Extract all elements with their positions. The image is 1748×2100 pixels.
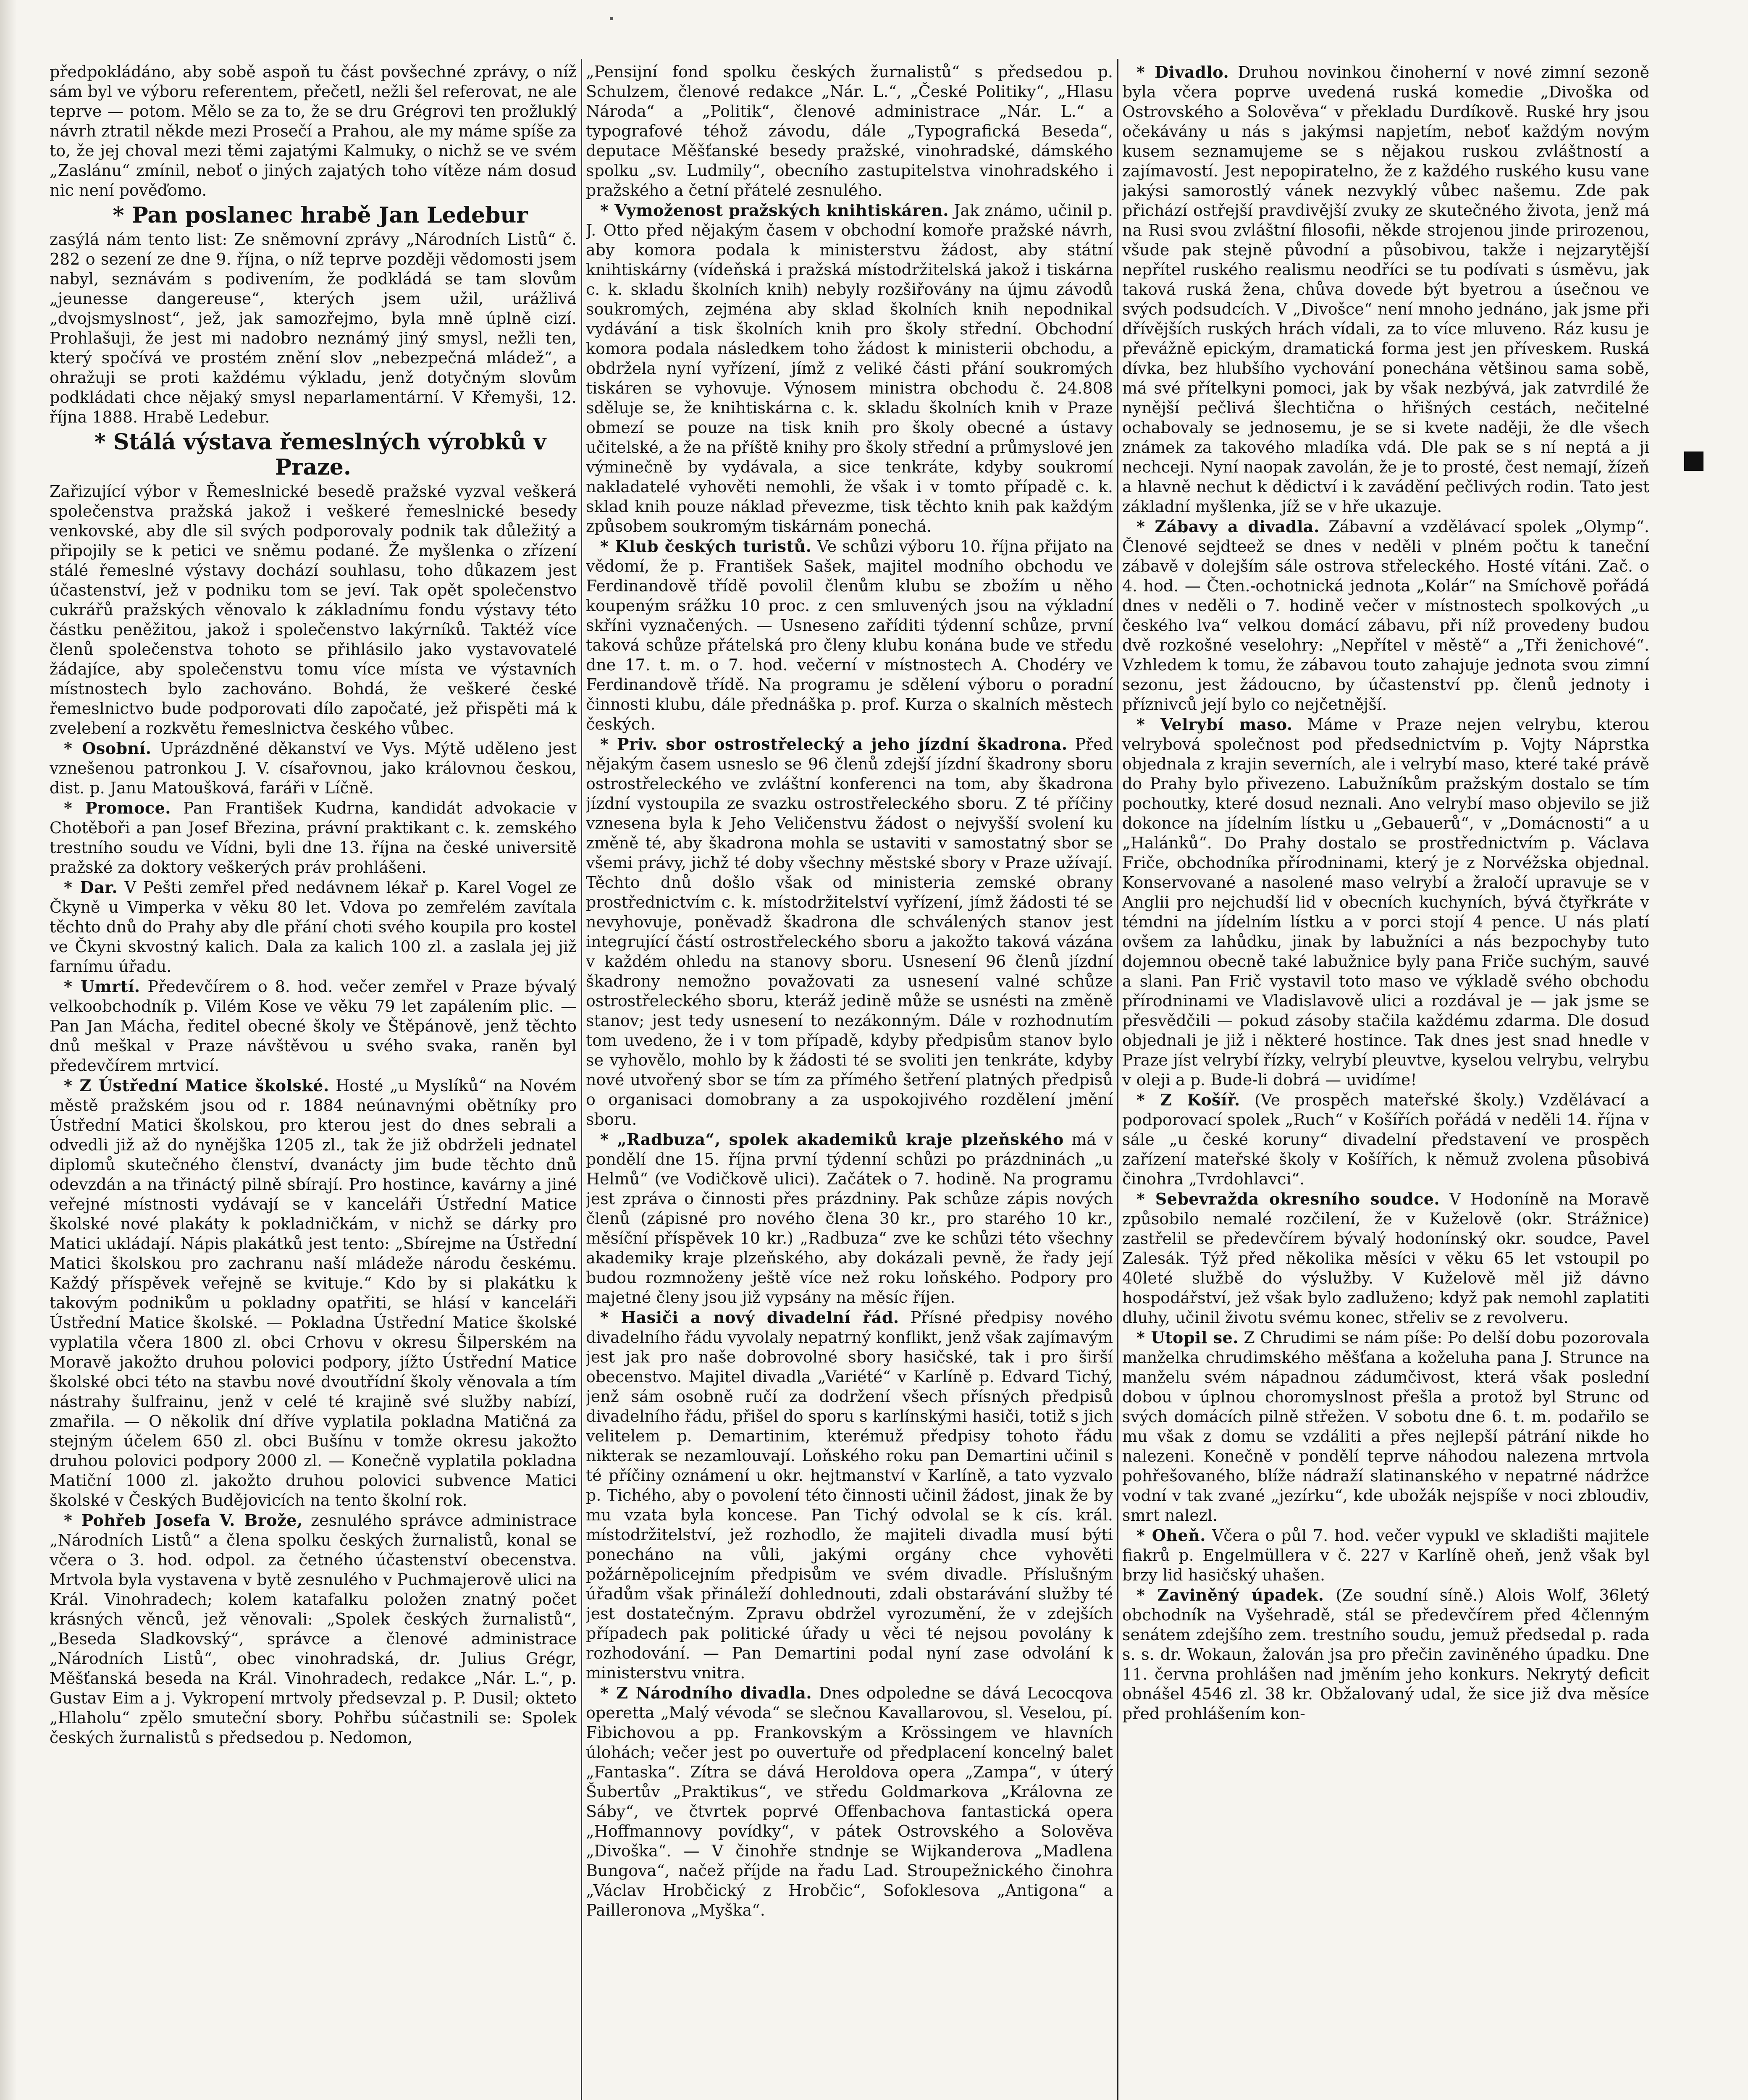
article-text: „Pensijní fond spolku českých žurnalistů“ s předsedou p. Schulzem, členové redakce „Nár. L.“, „České Politiky“, „Hlasu Národa“ a „Politik“, členové administrace „Nár. L.“ a typografové téhož závodu, dále „Typografická Beseda“, deputace Měšťanské besedy pražské, vinohradské, dámského spolku „sv. Ludmily“, obecního zastupitelstva vinohradského i pražského a četní přátelé zesnulého.: [586, 63, 1113, 200]
article-text: Máme v Praze nejen velrybu, kterou velrybová společnost pod předsednictvím p. Vojty Náprstka objednala z krajin severních, ale i velrybí maso, které také právě do Prahy bylo přivezeno. Labužníkům pražským dostalo se tím pochoutky, které dosud neznali. Ano velrybí maso objevilo se již dokonce na jídelním lístku u „Gebauerů“, v „Domácnosti“ a u „Halánků“. Do Prahy dostalo se prostřednictvím p. Václava Friče, obchodníka přírodninami, který je z Norvéžska objednal. Konservované a nasolené maso velrybí a žraločí upravuje se v Anglii pro nejchudší lid v obecních kuchyních, bývá čtyřkráte v témdni na jídelním lístku a v porci stojí 4 pence. U nás platí ovšem za lahůdku, jinak by labužníci a nás bezpochyby tuto dojemnou obecně také labužnice byly pana Friče suchým, sauvé a slani. Pan Frič vystavil toto maso ve výkladě svého obchodu přírodninami ve Vladislavově ulici a rozdával je — jak jsme se přesvědčili — pokud zásoby stačila každému zdarma. Dle dosud objednali je již i některé hostince. Tak dnes jest snad hnedle v Praze jíst velrybí řízky, velrybí pleuvtve, kyselou velrybu, velrybu v oleji a p. Bude-li dobrá — uvidíme!: [1122, 715, 1649, 1089]
article-paragraph: [50, 877, 577, 976]
article-paragraph: [1122, 1585, 1649, 1724]
article-paragraph: [586, 1307, 1113, 1683]
column-3: [1122, 62, 1649, 2100]
article-text: V Hodoníně na Moravě způsobilo nemalé rozčilení, že v Kuželově (okr. Strážnice) zastřelil se předevčírem bývalý hodonínský okr. soudce, Pavel Zalesák. Týž před několika měsíci v věku 65 let vstoupil po 40leté službě do výslužby. V Kuželově měl již dávno hospodářství, jež však bylo zadluženo; když pak nemohl zaplatiti dluhy, učinil životu svému konec, střeliv se z revolveru.: [1122, 1190, 1649, 1327]
article-text: Ve schůzi výboru 10. října přijato na vědomí, že p. František Sašek, majitel modního obchodu ve Ferdinandově třídě povolil členům klubu se zbožím u něho koupeným srážku 10 proc. z cen smluvených jsou na výkladní skříni vyznačených. — Usneseno zaříditi týdenní schůze, první taková schůze přátelská pro členy klubu konána bude ve středu dne 17. t. m. o 7. hod. večerní v místnostech A. Chodéry ve Ferdinandově třídě. Na programu je sdělení výboru o poradní činnosti klubu, dále přednáška p. prof. Kurza o skalních městech českých.: [586, 537, 1113, 733]
article-text: Druhou novinkou činoherní v nové zimní sezoně byla včera poprve uvedená ruská komedie „Divoška od Ostrovského a Solověva“ v překladu Durdíkově. Ruské hry jsou očekávány u nás s jakýmsi napjetím, neboť každým novým kusem seznamujeme se s nějakou ruskou zvláštností a zajímavostí. Jest nepopiratelno, že z každého ruského kusu vane jakýsi samorostlý vánek nezvyklý vůbec našemu. Zde pak přichází ostřejší pravdivější zvuky ze skutečného života, jenž má na Rusi svou zvláštní filosofii, někde strojenou jinde prirozenou, všude pak stejně původní a působivou, takže i nejzarytější nepřítel ruského realismu neodříci se tu podívati s úsměvu, jak taková ruská žena, chůva dovede být byetrou a úsečnou ve svých podsudcích. V „Divošce“ není mnoho jednáno, jak jsme při dřívějších ruských hrách vídali, za to více mluveno. Ráz kusu je převážně epickým, dramatická forma jest jen příveskem. Ruská dívka, bez hlubšího vychování ponechána většinou sama sobě, má své přítelkyni pomoci, jak by však nezbývá, jak zatvrdilé že nynější pečlivá šlechtična o hřišných cestách, nečitelné ochabovaly se jednosemu, je se si kvete naději, že dle všech známek za takového mladíka vdá. Dle pak se s ní neptá a ji nechceji. Nyní naopak zavolán, že je to prosté, čest nemají, žízeň a hlavně nechut k dědictví i k zavádění pečlivých rodin. Tato jest základní myšlenka, jíž se v hře ukazuje.: [1122, 63, 1649, 516]
article-headline: * Stálá výstava řemeslných výrobků v Praze.: [94, 429, 546, 480]
article-text: Jak známo, učinil p. J. Otto před nějakým časem v obchodní komoře pražské návrh, aby komora podala k ministerstvu žádost, aby státní knihtiskárny (vídeňská i pražská místodržitelská jakož i tiskárna c. k. skladu školních knih) nebyly rozšiřovány na újmu závodů soukromých, zejména aby sklad školních knih nepodnikal vydávání a tisk školních knih pro školy střední. Obchodní komora podala následkem toho žádost k ministerii obchodu, a obdržela nyní vyřízení, jímž z veliké části přání soukromých tiskáren se vyhovuje. Výnosem ministra obchodu č. 24.808 sděluje se, že knihtiskárna c. k. skladu školních knih v Praze obmezí se pouze na tisk knih pro školy obecné a ústavy učitelské, a že na příště knihy pro školy střední a průmyslové jen výminečně by vydávala, a sice tenkráte, kdyby soukromí nakladatelé vyhověti nemohli, že však i v tomto případě c. k. sklad knih pouze náklad převezme, tisk těchto knih pak každým způsobem soukromým tiskárnám ponechá.: [586, 201, 1113, 536]
article-headline: * Oheň.: [1136, 1526, 1206, 1545]
article-headline: * „Radbuza“, spolek akademiků kraje plzeňského: [600, 1130, 1064, 1149]
article-headline: * Z Národního divadla.: [600, 1683, 812, 1702]
article-headline: * Z Ústřední Matice školské.: [64, 1076, 329, 1095]
article-text: (Ve prospěch mateřské školy.) Vzdělávací a podporovací spolek „Ruch“ v Košířích pořádá v neděli 14. října v sále „u české koruny“ divadelní představení ve prospěch zařízení mateřské školy v Košířích, k němuž zvolena působivá činohra „Tvrdohlavci“.: [1122, 1091, 1649, 1188]
article-paragraph: [1122, 1525, 1649, 1585]
article-headline: * Vymoženost pražských knihtiskáren.: [600, 201, 949, 220]
article-headline: * Pohřeb Josefa V. Brože,: [64, 1511, 303, 1530]
article-text: Pan František Kudrna, kandidát advokacie v Chotěboři a pan Josef Březina, právní praktikant c. k. zemského trestního soudu ve Vídni, byli dne 13. října na české universitě pražské za doktory veškerých práv prohlášeni.: [50, 799, 577, 877]
column-2: [586, 62, 1113, 2100]
article-headline: * Utopil se.: [1136, 1328, 1239, 1347]
article-headline: * Zábavy a divadla.: [1136, 517, 1320, 536]
article-text: Hosté „u Myslíků“ na Novém městě pražském jsou od r. 1884 neúnavnými obětníky pro Ústřední Matici školskou, pro kterou jest do dnes sebrali a odvedli již až do nynějška 1205 zl., tak že již obdrželi jednatel diplomů skutečného členství, dvanácty jim bude těchto dnů odevzdán a na třináctý pilně sbírají. Pro hostince, kavárny a jiné veřejné místnosti vydávají se v kanceláři Ústřední Matice školské nové plakáty k pokladničkám, v nichž se dárky pro Matici ukládají. Nápis plakátků jest tento: „Sbírejme na Ústřední Matici školskou pro zachranu naší mládeže národu českému. Každý příspěvek veřejně se kvituje.“ Kdo by si plakátku k takovým podnikům u pokladny opatřiti, se hlásí v kanceláři Ústřední Matice školské. — Pokladna Ústřední Matice školské vyplatila včera 1800 zl. obci Crhovu v okresu Šilperském na Moravě jakožto druhou polovici podpory, jížto Ústřední Matice školské obci této na stavbu nové dvoutřídní školy věnovala a tím nástrahy šulfrainu, jenž v celé té krajině své služby nabízí, zmařila. — O několik dní dříve vyplatila pokladna Matičná za stejným účelem 650 zl. obci Bušínu v tomže okresu jakožto druhou polovici podpory 2000 zl. — Konečně vyplatila pokladna Matiční 1000 zl. jakožto druhou polovici subvence Matici školské v Českých Budějovicích na tento školní rok.: [50, 1076, 577, 1509]
article-headline: * Z Košíř.: [1136, 1090, 1240, 1109]
article-headline: * Klub českých turistů.: [600, 537, 812, 556]
article-text: Předevčírem o 8. hod. večer zemřel v Praze bývalý velkoobchodník p. Vilém Kose ve věku 79 let zapálením plic. — Pan Jan Mácha, ředitel obecné školy ve Štěpánově, jenž těchto dnů meškal v Praze návštěvou u svého svaka, raněn byl předevčírem mrtvicí.: [50, 977, 577, 1075]
article-paragraph: [586, 62, 1113, 200]
article-text: Dnes odpoledne se dává Lecocqova operetta „Malý vévoda“ se slečnou Kavallarovou, sl. Veselou, pí. Fibichovou a pp. Frankovským a Krössingem ve hlavních úlohách; večer jest po ouvertuře od předplacení koncelný balet „Fantaska“. Zítra se dává Heroldova opera „Zampa“, v úterý Šubertův „Praktikus“, ve středu Goldmarkova „Královna ze Sáby“, ve čtvrtek poprvé Offenbachova fantastická opera „Hoffmannovy povídky“, v pátek Ostrovského a Solověva „Divoška“. — V činohře stndnje se Wijkanderova „Madlena Bungova“, načež příjde na řadu Lad. Stroupežnického činohra „Václav Hrobčický z Hrobčic“, Sofoklesova „Antigona“ a Pailleronova „Myška“.: [586, 1684, 1113, 1919]
article-headline: * Hasiči a nový divadelní řád.: [600, 1308, 899, 1327]
article-text: Přísné předpisy nového divadelního řádu vyvolaly nepatrný konflikt, jenž však zajímavým jest jak pro naše dobrovolné sbory hasičské, tak i pro širší obecenstvo. Majitel divadla „Variété“ v Karlíně p. Edvard Tichý, jenž sám osobně ručí za dodržení všech přísných předpisů divadelního řádu, přišel do sporu s karlínskými hasiči, totiž s jich velitelem p. Demartinim, kterémuž předpisy tohoto řádu nikterak se nezamlouvají. Loňského roku pan Demartini učinil s té příčiny oznámení u okr. hejtmanství v Karlíně, a tato vyzvalo p. Tichého, aby o povolení této činnosti učinil žádost, jinak že by mu vzata byla koncese. Pan Tichý odvolal se k cís. král. místodržitelství, jež rozhodlo, že majiteli divadla musí býti ponecháno na vůli, jakými orgány chce vyhověti požárněpolicejním předpisům ve svém divadle. Příslušným úřadům však přináleží dohlednouti, zdali obstarávání služby té jest dostatečným. Zpravu obdržel vyrozumění, že v zdejších případech pak politické úřady u věci té nejsou povolány k rozhodování. — Pan Demartini podal nyní zase odvolání k ministerstvu vnitra.: [586, 1308, 1113, 1682]
article-paragraph: [1122, 1189, 1649, 1328]
article-headline: * Promoce.: [64, 798, 171, 817]
article-headline: * Pan poslanec hrabě Jan Ledebur: [113, 202, 528, 228]
article-text: V Pešti zemřel před nedávnem lékař p. Karel Vogel ze Čkyně u Vimperka v věku 80 let. Vdova po zemřelém zavítala těchto dnů do Prahy aby dle přání choti svého koupila pro kostel ve Čkyni skvostný kalich. Dala za kalich 100 zl. a zaslala jej již farnímu úřadu.: [50, 878, 577, 976]
article-text: Včera o půl 7. hod. večer vypukl ve skladišti majitele fiakrů p. Engelmüllera v č. 227 v Karlíně oheň, jenž však byl brzy lid hasičský uhašen.: [1122, 1526, 1649, 1584]
article-paragraph: [50, 62, 577, 200]
article-headline: * Velrybí maso.: [1136, 715, 1293, 734]
article-text: Zařizující výbor v Řemeslnické besedě pražské vyzval veškerá společenstva pražská jakož i veškeré řemeslnické besedy venkovské, aby dle sil svých podporovaly podnik tak důležitý a připojily se k petici ve sněmu podané. Že myšlenka o zřízení stálé řemeslné výstavy dochází souhlasu, toho důkazem jest účastenství, jež v podniku tom se jeví. Tak opět společenstvo cukrářů pražských věnovalo k základnímu fondu výstavy této částku peněžitou, jakož i společenstvo lakýrníků. Taktéž více členů společenstva tohoto se přihlásilo jako vystavovatelé žádajíce, aby společenstvu tomu více místa ve výstavních místnostech bylo zachováno. Bohdá, že veškeré české řemeslnictvo bude podporovati dílo započaté, jež přispěti má k zvelebení a rozkvětu řemeslnictva českého vůbec.: [50, 482, 577, 738]
column-rule-left: [581, 59, 582, 2100]
article-paragraph: [50, 738, 577, 798]
article-paragraph: [1122, 1328, 1649, 1525]
article-paragraph: [586, 734, 1113, 1129]
article-headline: * Divadlo.: [1136, 63, 1229, 81]
article-text: Z Chrudimi se nám píše: Po delší dobu pozorovala manželka chrudimského měšťana a koželuha pana J. Strunce na manželu svém nápadnou zádumčivost, která však poslední dobou v úplnou choromyslnost přešla a protož byl Strunc od svých domácích pilně střežen. V sobotu dne 6. t. m. podařilo se mu však z domu se vzdáliti a přes nejlepší pátrání nikde ho nalezeni. Konečně v pondělí teprve náhodou nalezena mrtvola pohřešovaného, blíže nádraží slatinanského v nepatrné nádržce vodní v tak zvané „jezírku“, kde ubožák nejspíše v noci zbloudiv, smrt nalezl.: [1122, 1328, 1649, 1525]
print-speck: [610, 17, 613, 20]
article-paragraph: [1122, 62, 1649, 517]
article-headline: * Umrtí.: [64, 977, 140, 996]
article-headline: * Zaviněný úpadek.: [1136, 1586, 1324, 1604]
article-headline: * Sebevražda okresního soudce.: [1136, 1189, 1440, 1208]
article-headline: * Priv. sbor ostrostřelecký a jeho jízdní škadrona.: [600, 735, 1068, 753]
article-text: zesnulého správce administrace „Národních Listů“ a člena spolku českých žurnalistů, konal se včera o 3. hod. odpol. za četného účastenství obecenstva. Mrtvola byla vystavena v bytě zesnulého v Puchmajerově ulici na Král. Vinohradech; kolem katafalku položen znatný počet krásných věnců, jež věnovali: „Spolek českých žurnalistů“, „Beseda Sladkovský“, správce a členové administrace „Národních Listů“, obec vinohradská, dr. Julius Grégr, Měšťanská beseda na Král. Vinohradech, redakce „Nár. L.“, p. Gustav Eim a j. Vykropení mrtvoly předsevzal p. P. Dusil; okteto „Hlaholu“ zpělo smuteční sbory. Pohřbu súčastnili se: Spolek českých žurnalistů s předsedou p. Nedomon,: [50, 1511, 577, 1747]
article-text: předpokládáno, aby sobě aspoň tu část povšechné zprávy, o níž sám byl ve výboru referentem, přečetl, nežli šel referovat, ne ale teprve — potom. Mělo se za to, že se dru Grégrovi ten prožluklý návrh ztratil někde mezi Prosečí a Prahou, ale my máme spíše za to, že jej choval mezi těmi zajatými Kalmuky, o nichž se ve svém „Zaslánu“ zmínil, neboť o jiných zajatých toho vítěze nám dosud nic není pověďomo.: [50, 63, 577, 200]
article-paragraph: [586, 1129, 1113, 1307]
article-paragraph: [1122, 517, 1649, 714]
article-paragraph: [1122, 714, 1649, 1090]
article-paragraph: [50, 798, 577, 877]
article-paragraph: [586, 200, 1113, 536]
article-paragraph: [50, 1510, 577, 1748]
article-headline: * Dar.: [64, 878, 118, 897]
article-text: (Ze soudní síně.) Alois Wolf, 36letý obchodník na Vyšehradě, stál se předevčírem před 4členným senátem zdejšího zem. trestního soudu, jemuž předsedal p. rada s. s. dr. Wokaun, žalován jsa pro přečin zaviněného úpadku. Dne 11. června prohlášen nad jměním jeho konkurs. Nekrytý deficit obnášel 4546 zl. 38 kr. Obžalovaný udal, že sice již dva měsíce před prohlášením kon-: [1122, 1586, 1649, 1723]
article-paragraph: [50, 976, 577, 1076]
article-text: Zábavní a vzdělávací spolek „Olymp“. Členové sejdteež se dnes v neděli v plném počtu k taneční zábavě v dolejším sále ostrova střeleckého. Hosté vítáni. Zač. o 4. hod. — Čten.-ochotnická jednota „Kolár“ na Smíchově pořádá dnes v neděli o 7. hodině večer v místnostech spolkových „u českého lva“ velkou domácí zábavu, při níž provedeny budou dvě rozkošné veselohry: „Nepřítel v městě“ a „Tři ženichové“. Vzhledem k tomu, že zábavou touto zahajuje jednota svou zimní sezonu, jest žádoucno, by účastenství pp. členů jednoty i příznivců její bylo co nejčetnější.: [1122, 517, 1649, 714]
article-paragraph: [586, 1683, 1113, 1920]
column-1: [50, 62, 577, 2100]
article-text: zasýlá nám tento list: Ze sněmovní zprávy „Národních Listů“ č. 282 o sezení ze dne 9. října, o níž teprve později vědomosti jsem nabyl, seznávám s podivením, že podkládá se tam slovům „jeunesse dangereuse“, kterých jsem užil, urážlivá „dvojsmyslnost“, jež, jak samozřejmo, byla mně úplně cizí. Prohlašuji, že jest mi nadobro neznámý jiný smysl, nežli ten, který spočívá ve prostém znění slov „nebezpečná mládež“, a ohražuji se proti každému výkladu, jenž dotyčným slovům podkládati chce nějaký smysl neparlamentární. V Křemyši, 12. října 1888. Hrabě Ledebur.: [50, 230, 577, 426]
article-text: má v pondělí dne 15. října první týdenní schůzi po prázdninách „u Helmů“ (ve Vodičkově ulici). Začátek o 7. hodině. Na programu jest zpráva o činnosti přes prázdniny. Pak schůze zápis nových členů (zápisné pro nového člena 30 kr., pro starého 10 kr., měsíční příspěvek 10 kr.) „Radbuza“ zve ke schůzi této všechny akademiky kraje plzeňského, aby dokázali pevně, že řady její budou rozmnoženy ještě více než roku loňského. Podpory pro majetné členy jsou již vypsány na měsíc říjen.: [586, 1130, 1113, 1307]
article-paragraph: [586, 536, 1113, 734]
article-headline: * Osobní.: [64, 739, 152, 758]
article-paragraph: [50, 203, 577, 427]
article-paragraph: [1122, 1090, 1649, 1189]
page-edge-shadow: [0, 0, 17, 2100]
article-text: Uprázdněné děkanství ve Vys. Mýtě uděleno jest vznešenou patronkou J. V. císařovnou, jako královnou českou, dist. p. Janu Matoušková, faráři v Líčně.: [50, 739, 577, 797]
article-paragraph: [50, 1076, 577, 1510]
article-paragraph: [50, 430, 577, 738]
article-text: Před nějakým časem usneslo se 96 členů zdejší jízdní škadrony sboru ostrostřeleckého ve zvláštní konferenci na tom, aby škadrona jízdní vystoupila ze svazku ostrostřeleckého sboru. Z té příčiny vznesena byla k Jeho Veličenstvu žádost o nejvyšší svolení ku změně té, aby škadrona mohla se ustaviti v samostatný sbor se všemi právy, jichž té doby všechny městské sbory v Praze užívají. Těchto dnů došlo však od ministeria zemské obrany prostřednictvím c. k. místodržitelství vyřízení, jímž žádosti té se nevyhovuje, poněvadž škadrona dle schválených stanov jest integrující částí ostrostřeleckého sboru a jakožto taková vázána v každém ohledu na stanovy sboru. Usnesení 96 členů jízdní škadrony nemožno považovati za usnesení valné schůze ostrostřeleckého sboru, kteráž jedině může se usnésti na změně stanov; jest tedy usnesení to nezákonným. Dále v rozhodnutím tom uvedeno, že i v tom případě, kdyby předpisům stanov bylo se vyhovělo, mohlo by k žádosti té se svoliti jen tenkráte, kdyby nové utvořený sbor se tím za přímého šetření platných předpisů o organisaci domobrany a za uspokojivého rozdělení jmění sboru.: [586, 735, 1113, 1129]
corner-registration-mark: [1684, 452, 1703, 471]
column-rule-right: [1117, 59, 1118, 2100]
